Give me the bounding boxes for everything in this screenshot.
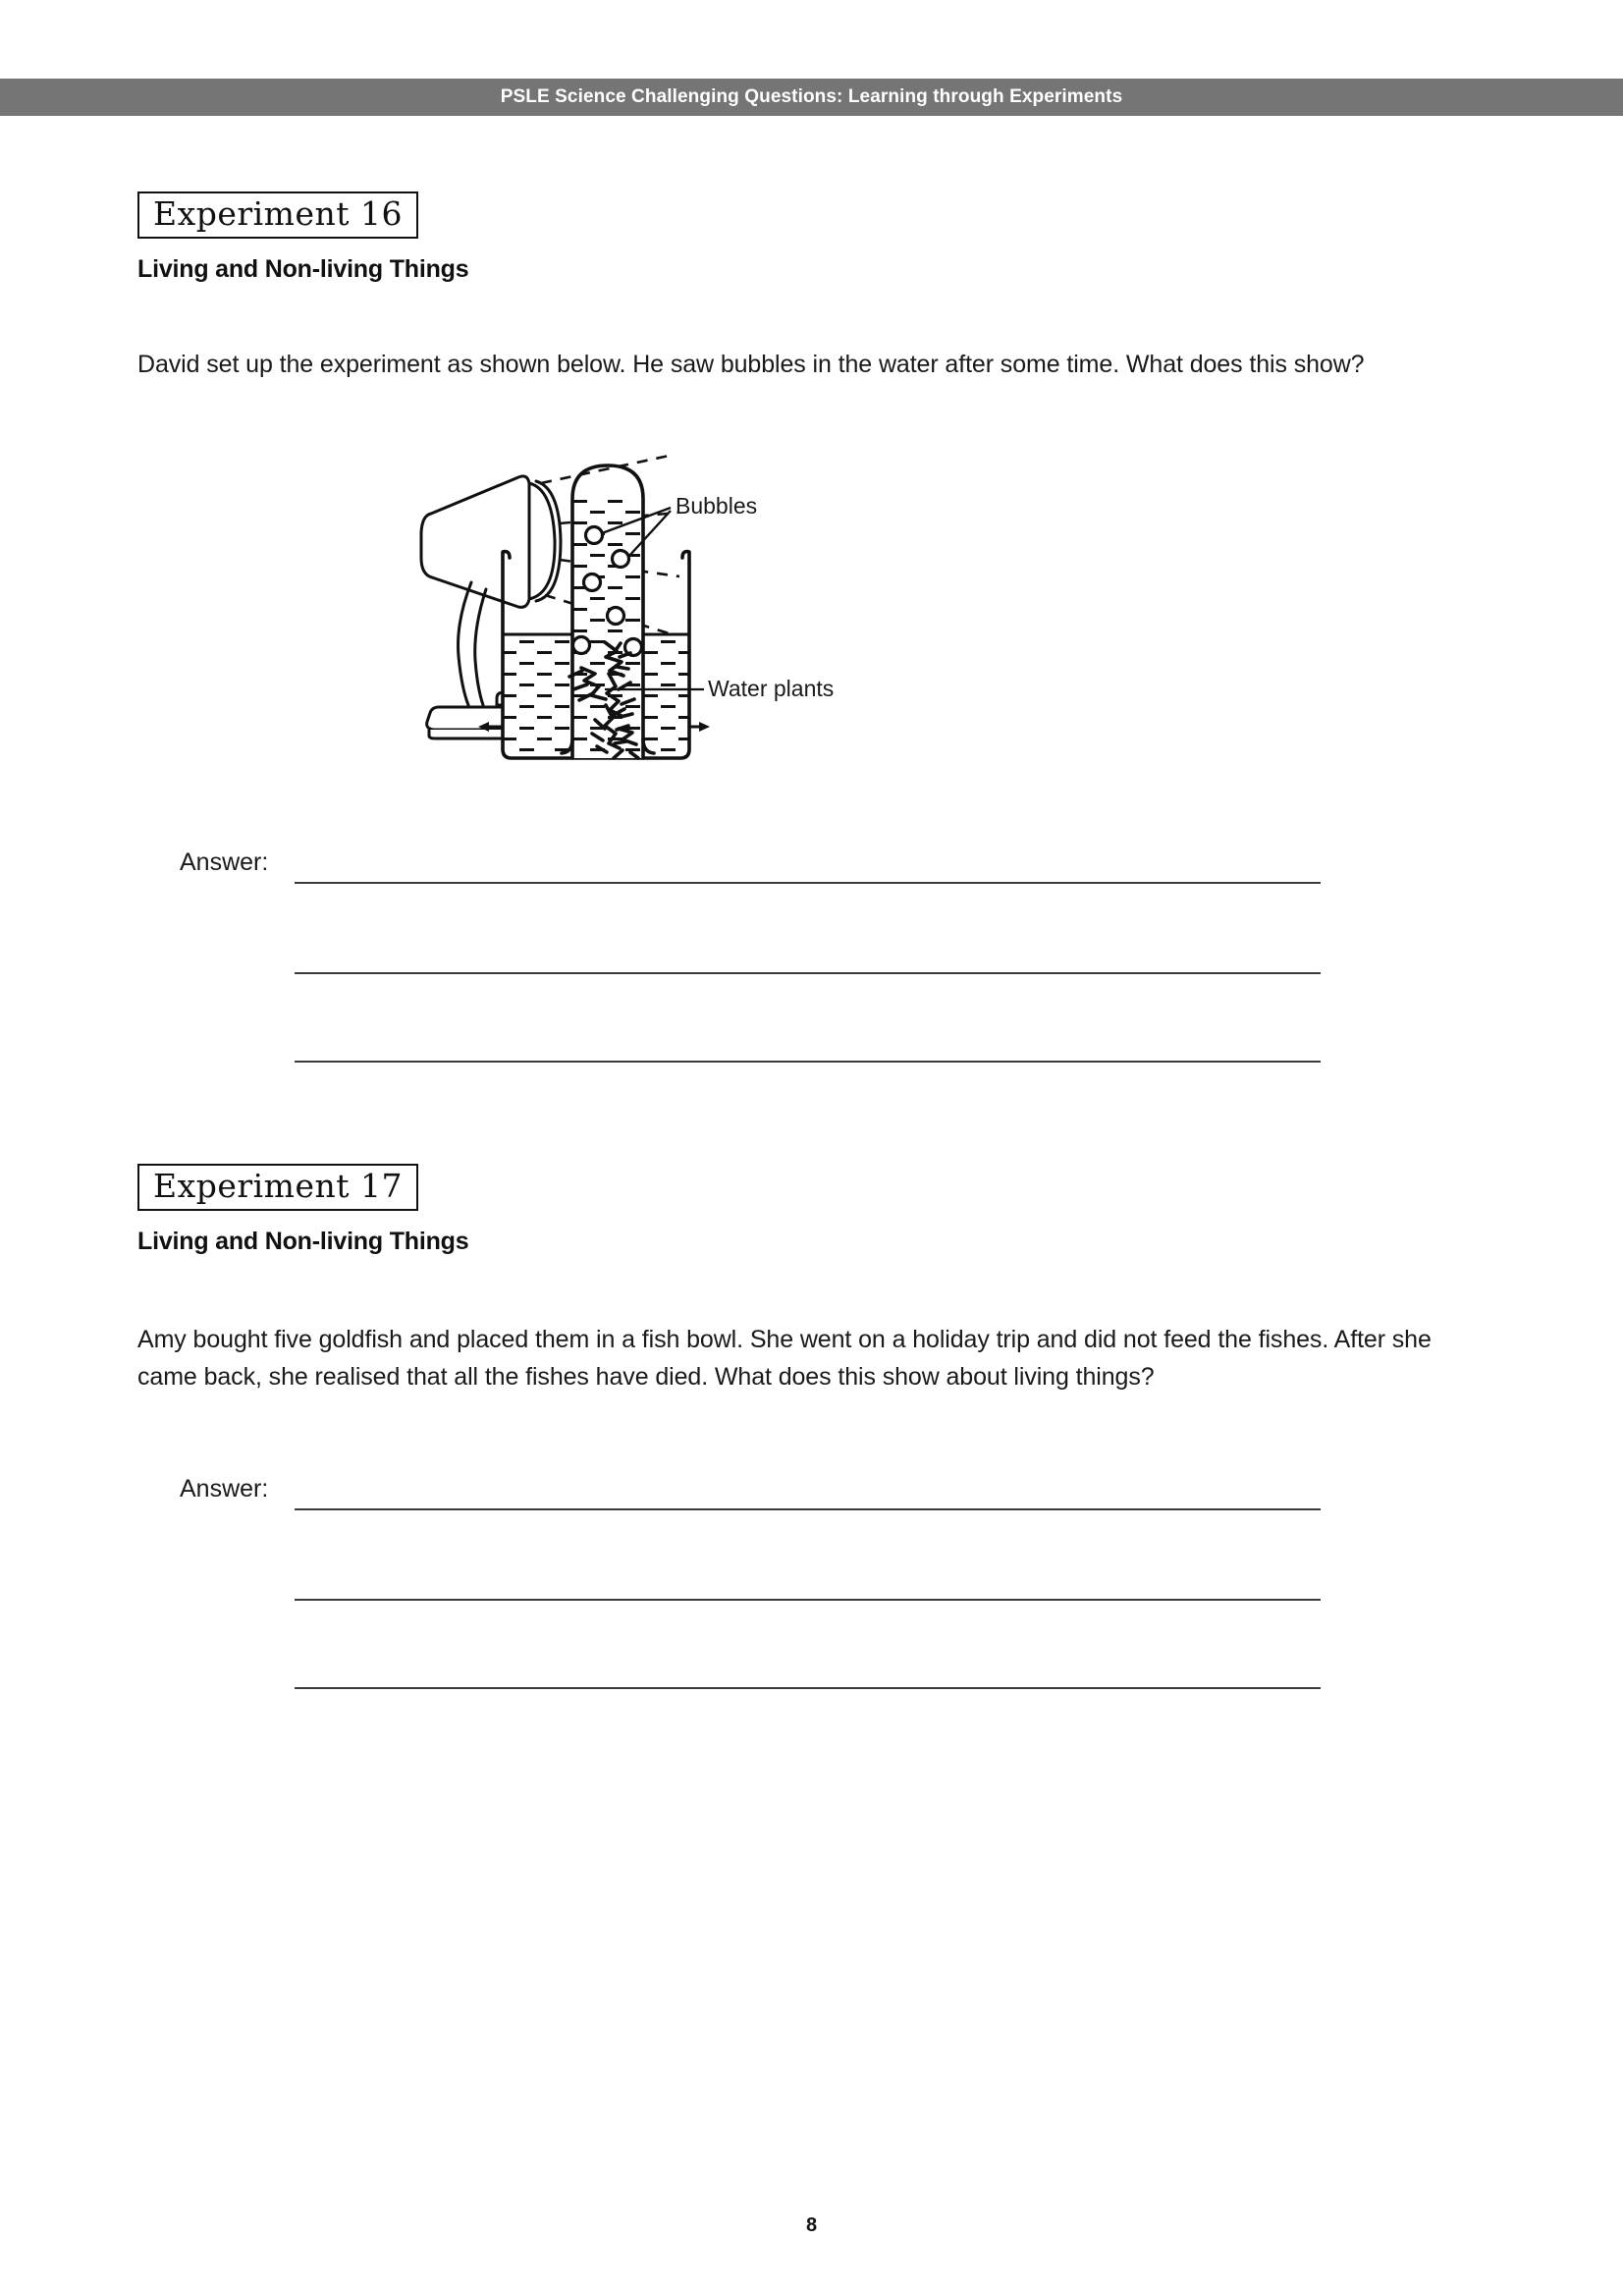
answer-label: Answer: <box>180 1475 269 1503</box>
page-header-bar <box>0 79 1623 116</box>
experiment-16-question-text: David set up the experiment as shown below. He saw bubbles in the water after some time. What does this show? <box>137 351 1365 378</box>
answer-line[interactable] <box>295 1599 1321 1601</box>
bubbles-label: Bubbles <box>676 493 758 519</box>
page-header-title: PSLE Science Challenging Questions: Learning through Experiments <box>500 86 1123 107</box>
experiment-16-diagram <box>412 442 1198 776</box>
experiment-17-badge: Experiment 17 <box>137 1164 418 1211</box>
water-plants-label: Water plants <box>708 676 835 701</box>
experiment-16-topic: Living and Non-living Things <box>137 255 469 283</box>
experiment-17-topic: Living and Non-living Things <box>137 1228 469 1255</box>
answer-line[interactable] <box>295 882 1321 884</box>
answer-line[interactable] <box>295 1061 1321 1063</box>
answer-line[interactable] <box>295 1687 1321 1689</box>
answer-label: Answer: <box>180 848 269 876</box>
experiment-17-question-text: Amy bought five goldfish and placed them in a fish bowl. She went on a holiday trip and did not feed the fishes. After she came back, she realised that all the fishes have died. What does this show about living things? <box>137 1326 1432 1391</box>
answer-line[interactable] <box>295 1508 1321 1510</box>
experiment-16-heading-block <box>137 191 468 284</box>
experiment-17-heading-block <box>137 1164 468 1256</box>
page-number: 8 <box>805 2214 818 2236</box>
experiment-16-badge: Experiment 16 <box>137 191 418 239</box>
answer-line[interactable] <box>295 972 1321 974</box>
